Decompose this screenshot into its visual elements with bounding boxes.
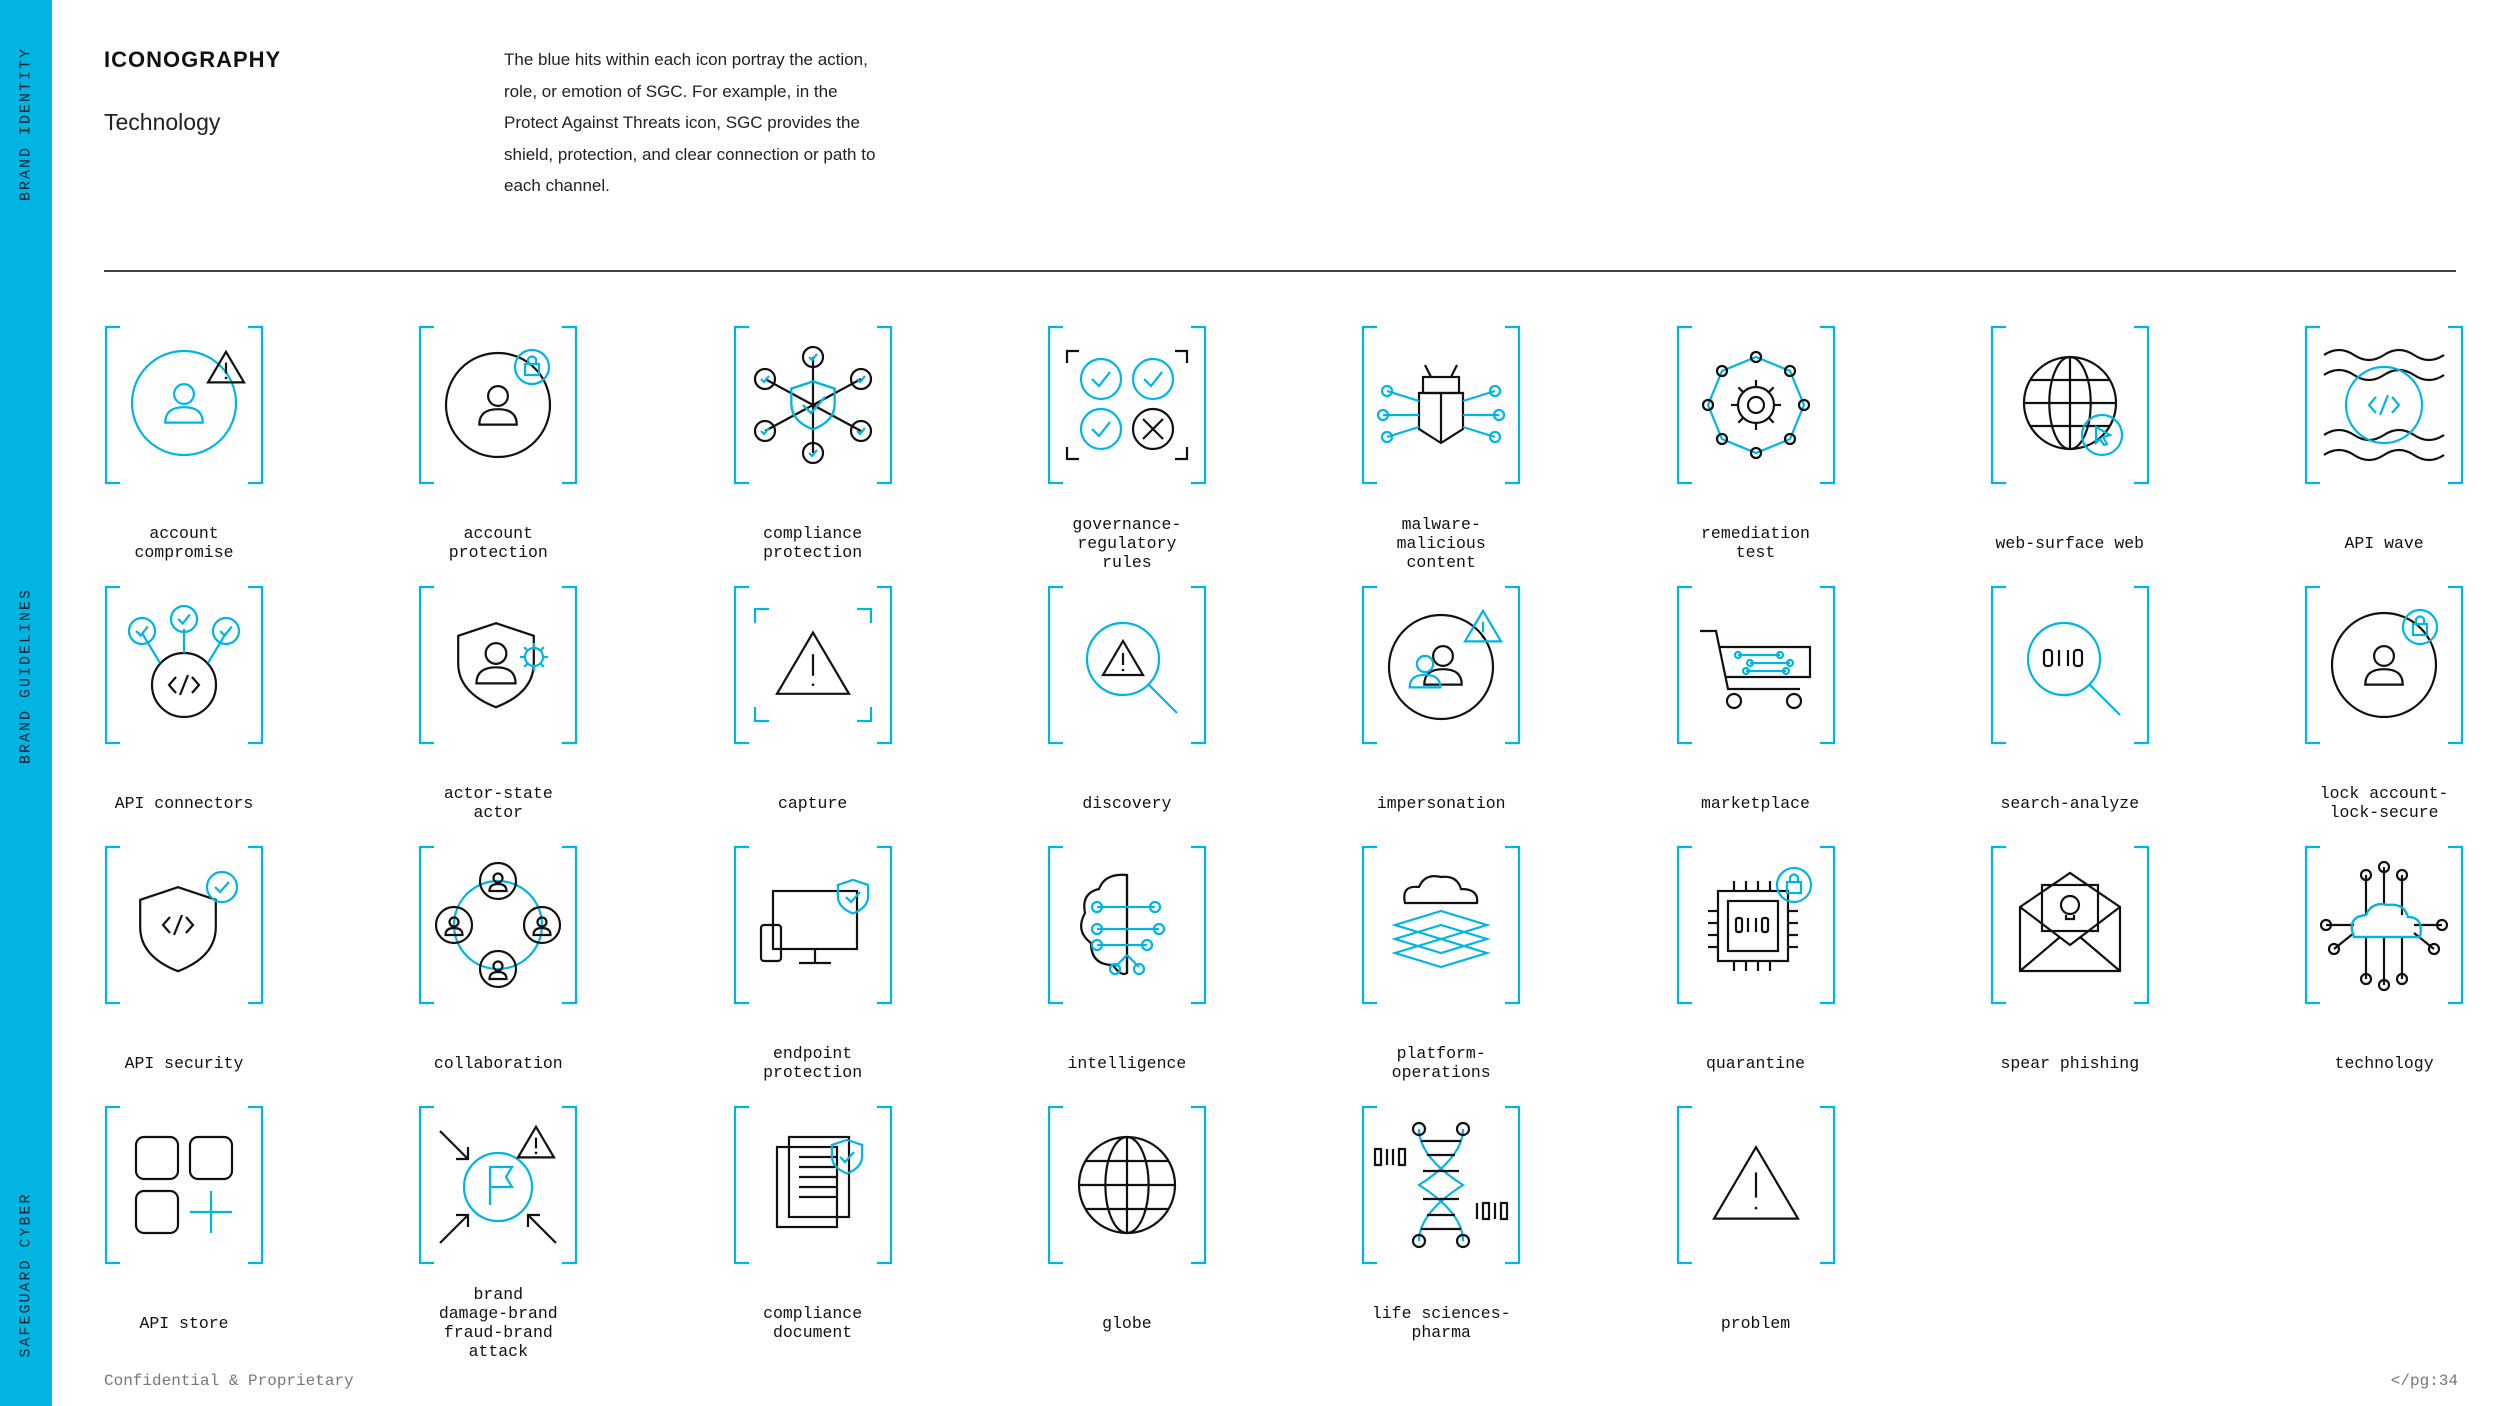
icon-tile <box>693 1105 933 1375</box>
icon-label: endpoint protection <box>763 1044 863 1082</box>
web-surface-globe-icon <box>1990 325 2150 485</box>
icon-tile <box>378 585 618 855</box>
icon-tile <box>64 845 304 1115</box>
problem-warning-icon <box>1676 1105 1836 1265</box>
page-title: ICONOGRAPHY <box>104 47 282 72</box>
compliance-document-icon <box>733 1105 893 1265</box>
icon-label: globe <box>1102 1313 1152 1333</box>
collaboration-icon <box>418 845 578 1005</box>
icon-label: API store <box>139 1313 229 1333</box>
icon-label: discovery <box>1082 793 1172 813</box>
technology-cloud-icon <box>2304 845 2464 1005</box>
icon-label: brand damage-brand fraud-brand attack <box>438 1285 558 1361</box>
api-security-shield-icon <box>104 845 264 1005</box>
page-subtitle: Technology <box>104 109 221 135</box>
icon-label: API connectors <box>114 793 254 813</box>
icon-label: quarantine <box>1705 1053 1806 1073</box>
icon-tile <box>2264 845 2500 1115</box>
icon-tile <box>693 325 933 595</box>
icon-label: problem <box>1720 1313 1791 1333</box>
icon-label: API security <box>124 1053 244 1073</box>
icon-label: spear phishing <box>2000 1053 2140 1073</box>
icon-label: account protection <box>448 524 548 562</box>
icon-label: lock account- lock-secure <box>2319 784 2449 822</box>
icon-label: compliance document <box>763 1304 863 1342</box>
dna-icon <box>1361 1105 1521 1265</box>
icon-tile <box>1321 1105 1561 1375</box>
malware-bug-icon <box>1361 325 1521 485</box>
side-label-brand-guidelines: BRAND GUIDELINES <box>17 587 35 765</box>
icon-tile <box>1950 585 2190 855</box>
icon-tile <box>64 1105 304 1375</box>
icon-tile <box>1007 325 1247 595</box>
api-wave-icon <box>2304 325 2464 485</box>
icon-tile <box>378 1105 618 1375</box>
account-compromise-icon <box>104 325 264 485</box>
icon-label: capture <box>777 793 848 813</box>
icon-tile <box>1950 325 2190 595</box>
icon-tile <box>1007 845 1247 1115</box>
discovery-magnifier-icon <box>1047 585 1207 745</box>
remediation-gear-icon <box>1676 325 1836 485</box>
shopping-cart-icon <box>1676 585 1836 745</box>
icon-tile <box>1007 1105 1247 1375</box>
icon-label: API wave <box>2344 533 2424 553</box>
icon-tile <box>64 585 304 855</box>
icon-label: technology <box>2334 1053 2434 1073</box>
icon-label: compliance protection <box>763 524 863 562</box>
lock-account-icon <box>2304 585 2464 745</box>
icon-tile <box>1321 845 1561 1115</box>
icon-label: actor-state actor <box>443 784 553 822</box>
icon-tile <box>693 585 933 855</box>
icon-tile <box>2264 325 2500 595</box>
icon-label: account compromise <box>134 524 234 562</box>
icon-tile <box>1321 585 1561 855</box>
account-protection-icon <box>418 325 578 485</box>
icon-tile <box>1007 585 1247 855</box>
impersonation-icon <box>1361 585 1521 745</box>
api-store-icon <box>104 1105 264 1265</box>
header-divider <box>104 270 2456 272</box>
spear-phishing-envelope-icon <box>1990 845 2150 1005</box>
icon-tile <box>378 845 618 1115</box>
capture-warning-icon <box>733 585 893 745</box>
sidebar-band <box>0 0 52 1406</box>
icon-tile <box>1636 1105 1876 1375</box>
platform-layers-icon <box>1361 845 1521 1005</box>
icon-label: impersonation <box>1376 793 1506 813</box>
icon-tile <box>1636 585 1876 855</box>
icon-label: intelligence <box>1067 1053 1187 1073</box>
icon-label: web-surface web <box>1995 533 2145 553</box>
footer-confidential: Confidential & Proprietary <box>104 1372 354 1390</box>
icon-label: marketplace <box>1701 793 1810 813</box>
governance-icon <box>1047 325 1207 485</box>
page-description: The blue hits within each icon portray the action, role, or emotion of SGC. For example, in the Protect Against Threats icon, SGC provides the shield, protection, and clear connection or path to each channel. <box>504 50 876 195</box>
icon-label: search-analyze <box>2000 793 2140 813</box>
icon-label: platform- operations <box>1391 1044 1491 1082</box>
icon-tile <box>2264 585 2500 855</box>
icon-label: malware- malicious content <box>1396 514 1486 572</box>
api-connectors-icon <box>104 585 264 745</box>
actor-shield-icon <box>418 585 578 745</box>
icon-tile <box>1950 845 2190 1115</box>
icon-tile <box>64 325 304 595</box>
icon-tile <box>1636 845 1876 1115</box>
search-analyze-icon <box>1990 585 2150 745</box>
page-number: </pg:34 <box>2390 1372 2458 1390</box>
compliance-protection-icon <box>733 325 893 485</box>
icon-tile <box>1636 325 1876 595</box>
icon-tile <box>693 845 933 1115</box>
icon-label: life sciences- pharma <box>1371 1304 1511 1342</box>
brand-attack-flag-icon <box>418 1105 578 1265</box>
icon-label: remediation test <box>1701 524 1810 562</box>
endpoint-protection-icon <box>733 845 893 1005</box>
icon-label: governance- regulatory rules <box>1072 514 1182 572</box>
side-label-safeguard-cyber: SAFEGUARD CYBER <box>17 1192 35 1358</box>
intelligence-brain-icon <box>1047 845 1207 1005</box>
globe-icon <box>1047 1105 1207 1265</box>
quarantine-chip-icon <box>1676 845 1836 1005</box>
icon-label: collaboration <box>433 1053 563 1073</box>
icon-tile <box>1321 325 1561 595</box>
side-label-brand-identity: BRAND IDENTITY <box>17 46 35 202</box>
icon-tile <box>378 325 618 595</box>
